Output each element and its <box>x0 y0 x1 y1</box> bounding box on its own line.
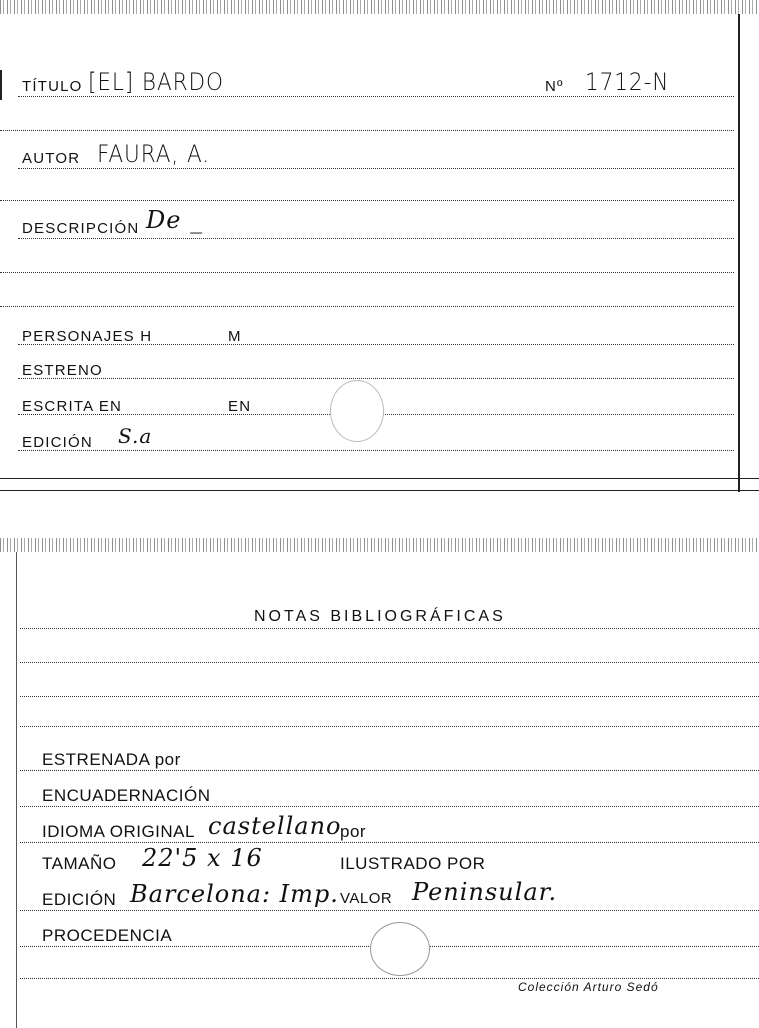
tamano-value: 22'5 x 16 <box>142 844 263 872</box>
estrenada-line <box>20 770 759 771</box>
escrita-en-label: EN <box>228 398 252 415</box>
autor-label: AUTOR <box>22 150 81 167</box>
descripcion-label: DESCRIPCIÓN <box>22 220 140 237</box>
card-right-border <box>738 14 740 492</box>
personajes-m-label: M <box>228 328 242 345</box>
blank-line-4 <box>0 306 734 307</box>
notas-line-4 <box>20 726 759 727</box>
blank-line-2 <box>0 200 734 201</box>
autor-value: FAURA, A. <box>97 140 211 168</box>
catalog-card-back <box>0 538 759 1028</box>
card-top-edge <box>0 0 759 14</box>
idioma-value: castellano <box>208 812 342 840</box>
notas-line-2 <box>20 662 759 663</box>
blank-line-bottom <box>20 978 759 979</box>
autor-line <box>18 168 734 169</box>
idioma-label: IDIOMA ORIGINAL <box>42 822 195 841</box>
notas-line-3 <box>20 696 759 697</box>
edicion-line <box>18 450 734 451</box>
punch-hole <box>370 922 430 976</box>
tamano-label: TAMAÑO <box>42 854 117 873</box>
card-left-border <box>16 552 17 1028</box>
titulo-label: TÍTULO <box>22 78 83 95</box>
estreno-label: ESTRENO <box>22 362 103 379</box>
titulo-line <box>18 96 734 97</box>
encuadernacion-line <box>20 806 759 807</box>
notas-title: NOTAS BIBLIOGRÁFICAS <box>254 608 506 625</box>
edicion-label: EDICIÓN <box>22 434 93 451</box>
card-top-edge <box>0 538 759 552</box>
numero-value: 1712-N <box>585 68 670 96</box>
edicion-label: EDICIÓN <box>42 890 117 909</box>
personajes-label: PERSONAJES H <box>22 328 153 345</box>
titulo-value: [EL] BARDO <box>88 68 224 96</box>
card-bottom-rule-1 <box>0 478 759 479</box>
estreno-line <box>18 378 734 379</box>
ilustrado-label: ILUSTRADO POR <box>340 854 486 873</box>
blank-line-1 <box>0 130 734 131</box>
por-label: por <box>340 822 367 841</box>
numero-label: Nº <box>545 78 564 95</box>
procedencia-label: PROCEDENCIA <box>42 926 173 945</box>
valor-value: Peninsular. <box>412 878 558 906</box>
card-left-mark <box>0 70 2 100</box>
idioma-line <box>20 842 759 843</box>
punch-hole <box>330 380 384 442</box>
descripcion-line <box>18 238 734 239</box>
descripcion-value: De _ <box>146 206 204 234</box>
edicion-value: Barcelona: Imp. <box>130 880 339 908</box>
blank-line-3 <box>0 272 734 273</box>
catalog-card-front <box>0 0 759 492</box>
escrita-label: ESCRITA EN <box>22 398 123 415</box>
collection-footer: Colección Arturo Sedó <box>518 980 659 994</box>
personajes-line <box>18 344 734 345</box>
estrenada-label: ESTRENADA por <box>42 750 181 769</box>
valor-label: VALOR <box>340 890 393 907</box>
edicion-value: S.a <box>118 424 153 448</box>
encuadernacion-label: ENCUADERNACIÓN <box>42 786 211 805</box>
edicion-line <box>20 910 759 911</box>
card-bottom-rule-2 <box>0 490 759 491</box>
notas-line-1 <box>20 628 759 629</box>
